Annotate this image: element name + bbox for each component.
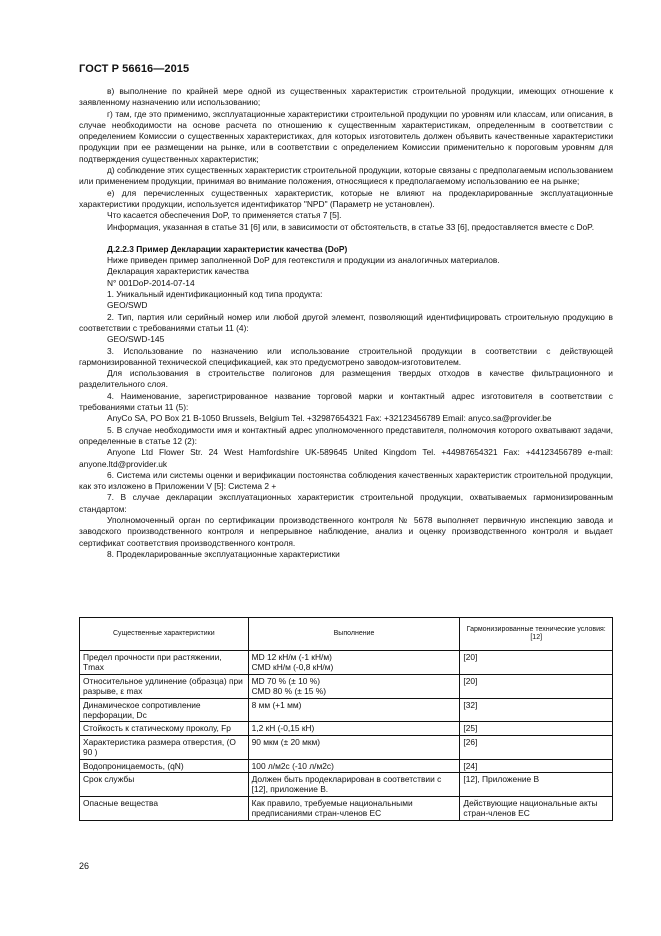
table-cell: Срок службы (80, 773, 249, 797)
section-line: 7. В случае декларации эксплуатационных характеристик строительной продукции, охватываемых гармонизированным стандартом: (79, 492, 613, 514)
table-cell: [12], Приложение В (460, 773, 613, 797)
section-line: 5. В случае необходимости имя и контактный адрес уполномоченного представителя, полномочия которого охватывают задачи, определенные в статье 12 (2): (79, 424, 613, 446)
table-cell: [20] (460, 651, 613, 675)
paragraph: д) соблюдение этих существенных характеристик строительной продукции, которые связаны с предполагаемым использованием или применением продукции, принимая во внимание положения, относящиеся к предполагаемому использованию ее на рынке; (79, 165, 613, 187)
table-cell: Стойкость к статическому проколу, Fp (80, 722, 249, 735)
section-line: N° 001DoP-2014-07-14 (107, 277, 195, 288)
section-line: Уполномоченный орган по сертификации производственного контроля № 5678 выполняет первичную инспекцию завода и заводского производственного контроля и непрерывное наблюдение, анализ и оценку производственного контроля и выдает сертификат соответствия производственного контроля. (79, 514, 613, 548)
paragraph: Что касается обеспечения DoP, то применяется статья 7 [5]. (107, 210, 342, 221)
paragraph: е) для перечисленных существенных характеристик, которые не влияют на продекларированные эксплуатационные характеристики продукции, используется идентификатор "NPD" (Параметр не установлен). (79, 187, 613, 209)
table-cell: Должен быть продекларирован в соответствии с [12], приложение В. (248, 773, 460, 797)
table-cell: [32] (460, 698, 613, 722)
section-line: AnyCo SA, PO Box 21 B-1050 Brussels, Belgium Tel. +32987654321 Fax: +32123456789 Email: anyco.sa@provider.be (107, 413, 552, 424)
table-cell: [26] (460, 735, 613, 759)
table-row (80, 796, 613, 820)
section-line: GEO/SWD-145 (107, 334, 165, 345)
table-body (80, 651, 613, 821)
performance-table (79, 617, 613, 821)
table-cell: [24] (460, 759, 613, 772)
table-cell: Действующие национальные акты стран-членов ЕС (460, 796, 613, 820)
table-header-cell: Существенные характеристики (80, 618, 249, 651)
table-cell: [25] (460, 722, 613, 735)
section-line: 4. Наименование, зарегистрированное название торговой марки и контактный адрес изготовителя в соответствии с требованиями статьи 11 (5): (79, 390, 613, 413)
table-cell: MD 12 кН/м (-1 кН/м) CMD кН/м (-0,8 кН/м) (248, 651, 460, 675)
section-line: 6. Система или системы оценки и верификации постоянства соблюдения качественных характеристик строительной продукции, как это изложено в Приложении V [5]: Система 2 + (79, 469, 613, 492)
table-row (80, 698, 613, 722)
table-cell: Динамическое сопротивление перфорации, Dc (80, 698, 249, 722)
table-cell: 8 мм (+1 мм) (248, 698, 460, 722)
paragraph: Информация, указанная в статье 31 [6] или, в зависимости от обстоятельств, в статье 33 [6], предоставляется вместе с DoP. (107, 221, 595, 232)
section-line: Декларация характеристик качества (107, 266, 249, 277)
table-row (80, 773, 613, 797)
table-header-cell: Выполнение (248, 618, 460, 651)
table-row (80, 759, 613, 772)
section-line: GEO/SWD (107, 300, 148, 311)
table-row (80, 651, 613, 675)
document-header: ГОСТ Р 56616—2015 (79, 63, 190, 75)
section-title: Д.2.2.3 Пример Декларации характеристик качества (DoP) (107, 243, 348, 254)
paragraph: г) там, где это применимо, эксплуатационные характеристики строительной продукции по уровням или классам, или описания, в случае необходимости на основе расчета по отношению к существенным характеристикам, определенным в соответствии с определением Комиссии о существенных характеристиках, для которых изготовитель должен объявить качественные характеристики продукции при ее размещении на рынке, или в соответствии с определением Комиссии применительно к пороговым уровням для подтверждения существенных характеристик; (79, 108, 613, 164)
table-cell: Характеристика размера отверстия, (O 90 ) (80, 735, 249, 759)
paragraph: в) выполнение по крайней мере одной из существенных характеристик строительной продукции, имеющих отношение к заявленному назначению или использованию; (79, 86, 613, 108)
section-line: Ниже приведен пример заполненной DoP для геотекстиля и продукции из аналогичных материалов. (107, 255, 500, 266)
table-row (80, 722, 613, 735)
page-number: 26 (79, 861, 90, 871)
table-cell: Опасные вещества (80, 796, 249, 820)
table-cell: 1,2 кН (-0,15 кН) (248, 722, 460, 735)
table-cell: 100 л/м2с (-10 л/м2с) (248, 759, 460, 772)
section-line: Для использования в строительстве полигонов для размещения твердых отходов в качестве фильтрационного и разделительного слоя. (79, 368, 613, 390)
table-cell: Относительное удлинение (образца) при разрыве, ε max (80, 674, 249, 698)
table-header-cell: Гармонизированные технические условия: [12] (460, 618, 613, 651)
section-line: Anyone Ltd Flower Str. 24 West Hamfordshire UK-589645 United Kingdom Tel. +44987654321 Fax: +44123456789 e-mail: anyone.ltd@provider.uk (79, 447, 613, 469)
table-cell: Как правило, требуемые национальными предписаниями стран-членов ЕС (248, 796, 460, 820)
section-line: 8. Продекларированные эксплуатационные характеристики (107, 548, 340, 559)
table-cell: Водопроницаемость, (qN) (80, 759, 249, 772)
table-cell: Предел прочности при растяжении, Tmax (80, 651, 249, 675)
table-cell: 90 мкм (± 20 мкм) (248, 735, 460, 759)
section-line: 1. Уникальный идентификационный код типа продукта: (107, 289, 323, 300)
table-row (80, 674, 613, 698)
table-cell: [20] (460, 674, 613, 698)
table-cell: MD 70 % (± 10 %) CMD 80 % (± 15 %) (248, 674, 460, 698)
section-line: 3. Использование по назначению или использование строительной продукции в соответствии с действующей гармонизированной технической спецификацией, как это предусмотрено заводом-изготовителем. (79, 345, 613, 367)
table-header-row (80, 618, 613, 651)
section-line: 2. Тип, партия или серийный номер или любой другой элемент, позволяющий идентифицировать строительную продукцию в соответствии с требованиями статьи 11 (4): (79, 311, 613, 333)
document-body (79, 86, 613, 560)
table-row (80, 735, 613, 759)
